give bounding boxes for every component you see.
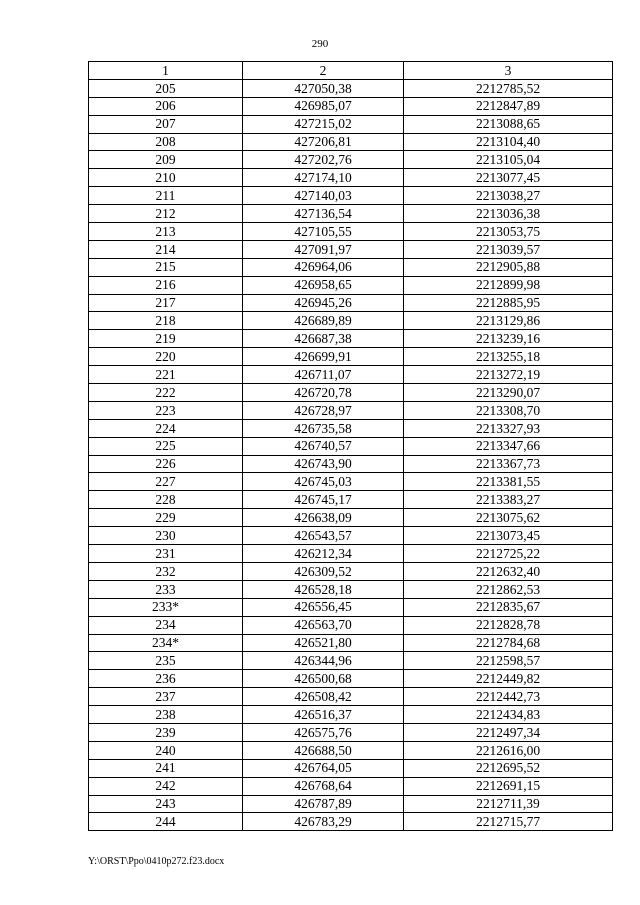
table-row	[89, 670, 613, 688]
table-row	[89, 598, 613, 616]
point-number-cell: 226	[89, 455, 243, 473]
point-number-cell: 228	[89, 491, 243, 509]
x-coordinate-cell: 426687,38	[243, 330, 404, 348]
table-row	[89, 545, 613, 563]
point-number-cell: 212	[89, 205, 243, 223]
x-coordinate-cell: 426344,96	[243, 652, 404, 670]
point-number-cell: 234	[89, 616, 243, 634]
point-number-cell: 237	[89, 688, 243, 706]
y-coordinate-cell: 2213367,73	[404, 455, 613, 473]
point-number-cell: 221	[89, 366, 243, 384]
y-coordinate-cell: 2213075,62	[404, 509, 613, 527]
table-row	[89, 79, 613, 97]
y-coordinate-cell: 2213308,70	[404, 401, 613, 419]
y-coordinate-cell: 2213088,65	[404, 115, 613, 133]
point-number-cell: 213	[89, 223, 243, 241]
y-coordinate-cell: 2212434,83	[404, 706, 613, 724]
x-coordinate-cell: 426735,58	[243, 419, 404, 437]
x-coordinate-cell: 426958,65	[243, 276, 404, 294]
y-coordinate-cell: 2213290,07	[404, 384, 613, 402]
x-coordinate-cell: 426728,97	[243, 401, 404, 419]
table-row	[89, 384, 613, 402]
table-row	[89, 276, 613, 294]
y-coordinate-cell: 2213347,66	[404, 437, 613, 455]
x-coordinate-cell: 426720,78	[243, 384, 404, 402]
y-coordinate-cell: 2213239,16	[404, 330, 613, 348]
table-row	[89, 223, 613, 241]
table-row	[89, 258, 613, 276]
x-coordinate-cell: 426528,18	[243, 580, 404, 598]
x-coordinate-cell: 426212,34	[243, 545, 404, 563]
point-number-cell: 236	[89, 670, 243, 688]
table-row	[89, 455, 613, 473]
y-coordinate-cell: 2212497,34	[404, 723, 613, 741]
footer-file-path: Y:\ORST\Ppo\0410p272.f23.docx	[88, 856, 225, 867]
point-number-cell: 234*	[89, 634, 243, 652]
table-row	[89, 527, 613, 545]
y-coordinate-cell: 2213105,04	[404, 151, 613, 169]
point-number-cell: 215	[89, 258, 243, 276]
x-coordinate-cell: 427215,02	[243, 115, 404, 133]
x-coordinate-cell: 426945,26	[243, 294, 404, 312]
page-number: 290	[311, 38, 329, 50]
x-coordinate-cell: 426516,37	[243, 706, 404, 724]
coordinates-table	[88, 61, 613, 831]
y-coordinate-cell: 2212905,88	[404, 258, 613, 276]
table-row	[89, 580, 613, 598]
table-row	[89, 759, 613, 777]
y-coordinate-cell: 2212784,68	[404, 634, 613, 652]
point-number-cell: 222	[89, 384, 243, 402]
column-header-1: 1	[89, 62, 243, 80]
point-number-cell: 243	[89, 795, 243, 813]
table-header	[89, 62, 613, 80]
x-coordinate-cell: 426699,91	[243, 348, 404, 366]
y-coordinate-cell: 2212695,52	[404, 759, 613, 777]
y-coordinate-cell: 2213036,38	[404, 205, 613, 223]
x-coordinate-cell: 426787,89	[243, 795, 404, 813]
point-number-cell: 211	[89, 187, 243, 205]
point-number-cell: 232	[89, 562, 243, 580]
table-row	[89, 795, 613, 813]
y-coordinate-cell: 2213255,18	[404, 348, 613, 366]
y-coordinate-cell: 2212598,57	[404, 652, 613, 670]
y-coordinate-cell: 2213039,57	[404, 240, 613, 258]
table-row	[89, 723, 613, 741]
x-coordinate-cell: 426556,45	[243, 598, 404, 616]
x-coordinate-cell: 426745,17	[243, 491, 404, 509]
x-coordinate-cell: 426309,52	[243, 562, 404, 580]
point-number-cell: 231	[89, 545, 243, 563]
x-coordinate-cell: 427174,10	[243, 169, 404, 187]
table-row	[89, 240, 613, 258]
table-row	[89, 509, 613, 527]
table-row	[89, 777, 613, 795]
point-number-cell: 208	[89, 133, 243, 151]
table-row	[89, 562, 613, 580]
point-number-cell: 225	[89, 437, 243, 455]
table-row	[89, 616, 613, 634]
x-coordinate-cell: 427091,97	[243, 240, 404, 258]
table-row	[89, 187, 613, 205]
point-number-cell: 217	[89, 294, 243, 312]
y-coordinate-cell: 2213053,75	[404, 223, 613, 241]
x-coordinate-cell: 426563,70	[243, 616, 404, 634]
x-coordinate-cell: 426783,29	[243, 813, 404, 831]
point-number-cell: 242	[89, 777, 243, 795]
point-number-cell: 205	[89, 79, 243, 97]
y-coordinate-cell: 2212711,39	[404, 795, 613, 813]
point-number-cell: 244	[89, 813, 243, 831]
column-header-3: 3	[404, 62, 613, 80]
x-coordinate-cell: 426508,42	[243, 688, 404, 706]
x-coordinate-cell: 426521,80	[243, 634, 404, 652]
point-number-cell: 223	[89, 401, 243, 419]
point-number-cell: 219	[89, 330, 243, 348]
y-coordinate-cell: 2213381,55	[404, 473, 613, 491]
table-row	[89, 151, 613, 169]
x-coordinate-cell: 426964,06	[243, 258, 404, 276]
point-number-cell: 224	[89, 419, 243, 437]
table-row	[89, 97, 613, 115]
point-number-cell: 235	[89, 652, 243, 670]
y-coordinate-cell: 2212828,78	[404, 616, 613, 634]
y-coordinate-cell: 2213073,45	[404, 527, 613, 545]
table-row	[89, 366, 613, 384]
x-coordinate-cell: 427105,55	[243, 223, 404, 241]
point-number-cell: 209	[89, 151, 243, 169]
y-coordinate-cell: 2212691,15	[404, 777, 613, 795]
x-coordinate-cell: 426543,57	[243, 527, 404, 545]
table-row	[89, 115, 613, 133]
y-coordinate-cell: 2213272,19	[404, 366, 613, 384]
y-coordinate-cell: 2212862,53	[404, 580, 613, 598]
y-coordinate-cell: 2212785,52	[404, 79, 613, 97]
point-number-cell: 238	[89, 706, 243, 724]
table-row	[89, 205, 613, 223]
table-row	[89, 634, 613, 652]
y-coordinate-cell: 2213104,40	[404, 133, 613, 151]
y-coordinate-cell: 2213129,86	[404, 312, 613, 330]
table-row	[89, 652, 613, 670]
point-number-cell: 218	[89, 312, 243, 330]
table-row	[89, 688, 613, 706]
x-coordinate-cell: 427206,81	[243, 133, 404, 151]
x-coordinate-cell: 426764,05	[243, 759, 404, 777]
x-coordinate-cell: 426575,76	[243, 723, 404, 741]
y-coordinate-cell: 2213077,45	[404, 169, 613, 187]
x-coordinate-cell: 426638,09	[243, 509, 404, 527]
x-coordinate-cell: 426745,03	[243, 473, 404, 491]
table-row	[89, 330, 613, 348]
table-row	[89, 133, 613, 151]
table-row	[89, 169, 613, 187]
column-header-2: 2	[243, 62, 404, 80]
y-coordinate-cell: 2212899,98	[404, 276, 613, 294]
y-coordinate-cell: 2212449,82	[404, 670, 613, 688]
point-number-cell: 216	[89, 276, 243, 294]
y-coordinate-cell: 2212632,40	[404, 562, 613, 580]
x-coordinate-cell: 426688,50	[243, 741, 404, 759]
point-number-cell: 233*	[89, 598, 243, 616]
x-coordinate-cell: 427050,38	[243, 79, 404, 97]
table-row	[89, 419, 613, 437]
point-number-cell: 206	[89, 97, 243, 115]
table-row	[89, 348, 613, 366]
x-coordinate-cell: 426743,90	[243, 455, 404, 473]
header-row	[89, 62, 613, 80]
table-row	[89, 473, 613, 491]
x-coordinate-cell: 426500,68	[243, 670, 404, 688]
y-coordinate-cell: 2213383,27	[404, 491, 613, 509]
point-number-cell: 207	[89, 115, 243, 133]
table-row	[89, 437, 613, 455]
point-number-cell: 229	[89, 509, 243, 527]
point-number-cell: 210	[89, 169, 243, 187]
y-coordinate-cell: 2212835,67	[404, 598, 613, 616]
table-row	[89, 741, 613, 759]
x-coordinate-cell: 427140,03	[243, 187, 404, 205]
y-coordinate-cell: 2212725,22	[404, 545, 613, 563]
x-coordinate-cell: 426711,07	[243, 366, 404, 384]
point-number-cell: 240	[89, 741, 243, 759]
table-row	[89, 491, 613, 509]
x-coordinate-cell: 427136,54	[243, 205, 404, 223]
y-coordinate-cell: 2212442,73	[404, 688, 613, 706]
table-row	[89, 312, 613, 330]
point-number-cell: 227	[89, 473, 243, 491]
table-row	[89, 294, 613, 312]
y-coordinate-cell: 2212885,95	[404, 294, 613, 312]
y-coordinate-cell: 2212847,89	[404, 97, 613, 115]
table-row	[89, 813, 613, 831]
table-row	[89, 401, 613, 419]
y-coordinate-cell: 2212616,00	[404, 741, 613, 759]
y-coordinate-cell: 2213327,93	[404, 419, 613, 437]
x-coordinate-cell: 426985,07	[243, 97, 404, 115]
point-number-cell: 220	[89, 348, 243, 366]
point-number-cell: 230	[89, 527, 243, 545]
point-number-cell: 241	[89, 759, 243, 777]
x-coordinate-cell: 426740,57	[243, 437, 404, 455]
point-number-cell: 233	[89, 580, 243, 598]
x-coordinate-cell: 427202,76	[243, 151, 404, 169]
point-number-cell: 214	[89, 240, 243, 258]
point-number-cell: 239	[89, 723, 243, 741]
y-coordinate-cell: 2212715,77	[404, 813, 613, 831]
x-coordinate-cell: 426768,64	[243, 777, 404, 795]
x-coordinate-cell: 426689,89	[243, 312, 404, 330]
table-row	[89, 706, 613, 724]
table-body	[89, 79, 613, 830]
y-coordinate-cell: 2213038,27	[404, 187, 613, 205]
